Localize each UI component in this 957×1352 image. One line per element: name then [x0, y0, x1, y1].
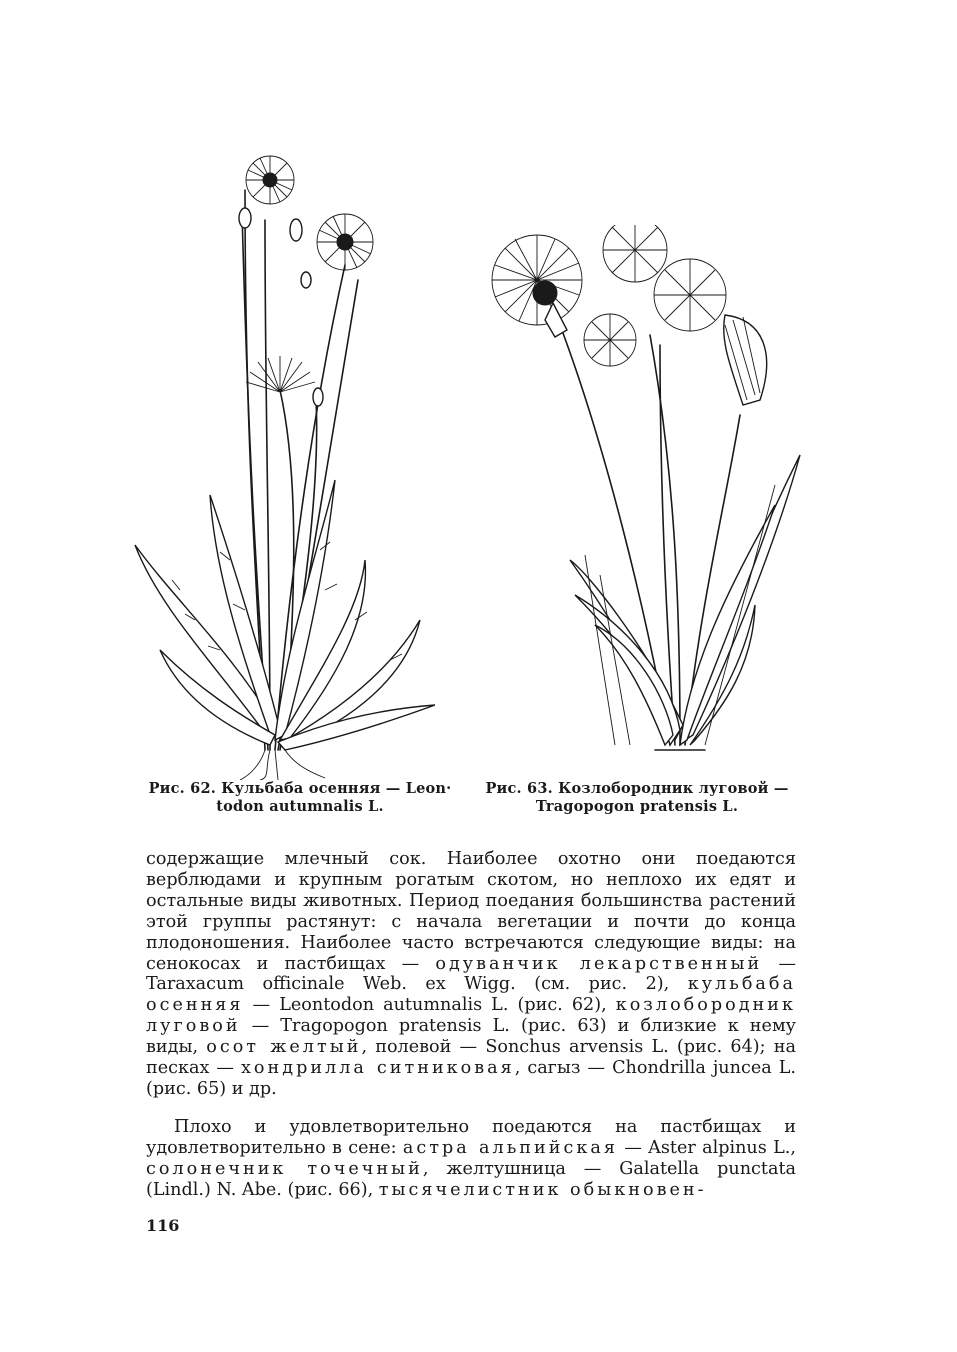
caption-line: todon autumnalis L. [216, 798, 384, 815]
bud-icon [724, 315, 767, 405]
figure-63-caption [476, 780, 798, 816]
body-paragraph-2 [146, 1117, 796, 1201]
text-run: , сагыз — Chondrilla juncea L. (рис. 65) и др. [146, 1058, 796, 1099]
tragopogon-drawing [475, 225, 815, 770]
text-run: — Tragopogon pratensis L. (рис. 63) и близкие к нему виды, [146, 1016, 796, 1058]
flower-head-icon [492, 235, 582, 337]
figure-63-illustration [475, 225, 815, 770]
spaced-term: кульбаба осенняя [146, 974, 796, 1016]
caption-line: Рис. 62. Кульбаба осенняя — Leon· [148, 780, 452, 797]
figure-62-caption [140, 780, 460, 816]
spaced-term: хондрилла ситниковая [241, 1058, 515, 1079]
caption-line: Рис. 63. Козлобородник луговой — [485, 780, 789, 797]
leontodon-drawing [120, 150, 470, 780]
text-run: , желтушница — Galatella punctata (Lindl.) N. Abe. (рис. 66), [146, 1158, 796, 1200]
body-paragraph-1 [146, 849, 796, 1100]
text-run: — Taraxacum officinale Web. ex Wigg. (см. рис. 2), [146, 953, 796, 995]
text-run: Плохо и удовлетворительно поедаются на пастбищах и удовлетворительно в сене: [146, 1117, 796, 1158]
spaced-term: тысячелистник обыкновен- [378, 1179, 707, 1200]
seed-head-icon [654, 259, 726, 331]
flower-head-icon [317, 214, 373, 270]
text-run: содержащие млечный сок. Наиболее охотно они поедаются верблюдами и крупным рогатым скотом, но неплохо их едят и остальные виды животных. Период поедания большинства растений этой группы растянут: с начала вегетации и почти до конца плодоношения. Наиболее часто встречаются следующие виды: на сенокосах и пастбищах — [146, 849, 796, 974]
text-run: , полевой — Sonchus arvensis L. (рис. 64); на песках — [146, 1037, 796, 1079]
text-run: — Leontodon autumnalis L. (рис. 62), [243, 995, 616, 1016]
text-run: — Aster alpinus L., [617, 1137, 796, 1158]
page-number: 116 [146, 1216, 180, 1235]
spaced-term: одуванчик лекарственный [435, 953, 763, 974]
seed-head-icon [603, 225, 667, 282]
spaced-term: астра альпийская [402, 1137, 618, 1158]
seed-head-icon [246, 356, 315, 392]
caption-line: Tragopogon pratensis L. [535, 798, 739, 815]
seed-head-icon [584, 314, 636, 366]
figure-62-illustration [120, 150, 470, 780]
spaced-term: солонечник точечный [146, 1158, 423, 1179]
spaced-term: осот желтый [206, 1037, 362, 1058]
spaced-term: козлобородник луговой [146, 995, 796, 1037]
flower-head-icon [246, 156, 294, 204]
